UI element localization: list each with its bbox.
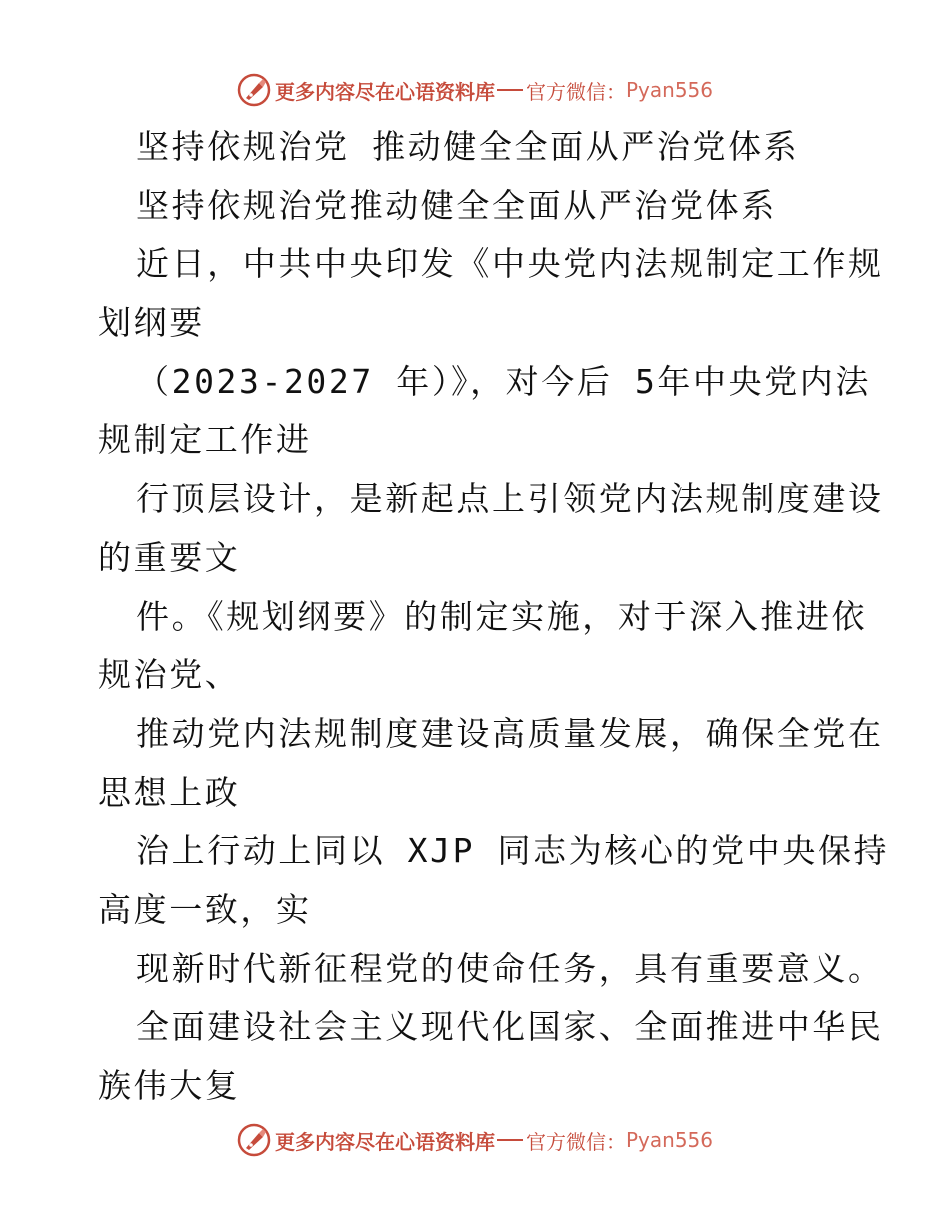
watermark-wechat-id: Pyan556 <box>625 78 713 102</box>
watermark-site-name: 更多内容尽在心语资料库 <box>274 1129 495 1154</box>
watermark-site-name: 更多内容尽在心语资料库 <box>274 79 495 104</box>
watermark-wechat-label: 官方微信： <box>525 1129 626 1154</box>
pen-nib-logo-icon <box>237 1123 271 1157</box>
footer-watermark <box>0 1120 950 1160</box>
watermark-dash <box>497 89 523 91</box>
text-line: 治上行动上同以 XJP 同志为核心的党中央保持 <box>136 831 890 871</box>
text-line: 行顶层设计，是新起点上引领党内法规制度建设 <box>136 479 884 519</box>
text-line: 坚持依规治党 推动健全全面从严治党体系 <box>136 127 800 166</box>
text-line: 坚持依规治党推动健全全面从严治党体系 <box>136 185 777 225</box>
text-line: 高度一致，实 <box>98 889 312 929</box>
watermark-wechat-label: 官方微信： <box>525 79 626 104</box>
text-line: 全面建设社会主义现代化国家、全面推进中华民 <box>136 1007 884 1047</box>
document-body <box>98 118 890 1116</box>
text-line: 规治党、 <box>98 655 241 695</box>
text-line: 现新时代新征程党的使命任务，具有重要意义。 <box>136 948 884 988</box>
pen-nib-logo-icon <box>237 73 271 107</box>
text-line: 的重要文 <box>98 537 241 577</box>
text-line: 件。《规划纲要》的制定实施，对于深入推进依 <box>136 596 868 636</box>
text-line: 规制定工作进 <box>98 420 312 460</box>
text-line: 推动党内法规制度建设高质量发展，确保全党在 <box>136 713 884 753</box>
watermark-wechat-id: Pyan556 <box>625 1128 713 1152</box>
text-line: （2023-2027 年）》，对今后 5年中央党内法 <box>136 361 872 401</box>
watermark-dash <box>497 1139 523 1141</box>
text-line: 思想上政 <box>98 772 241 812</box>
header-watermark <box>0 70 950 110</box>
text-line: 近日，中共中央印发《中央党内法规制定工作规 <box>136 244 884 284</box>
text-line: 划纲要 <box>98 303 205 343</box>
text-line: 族伟大复 <box>98 1066 241 1105</box>
